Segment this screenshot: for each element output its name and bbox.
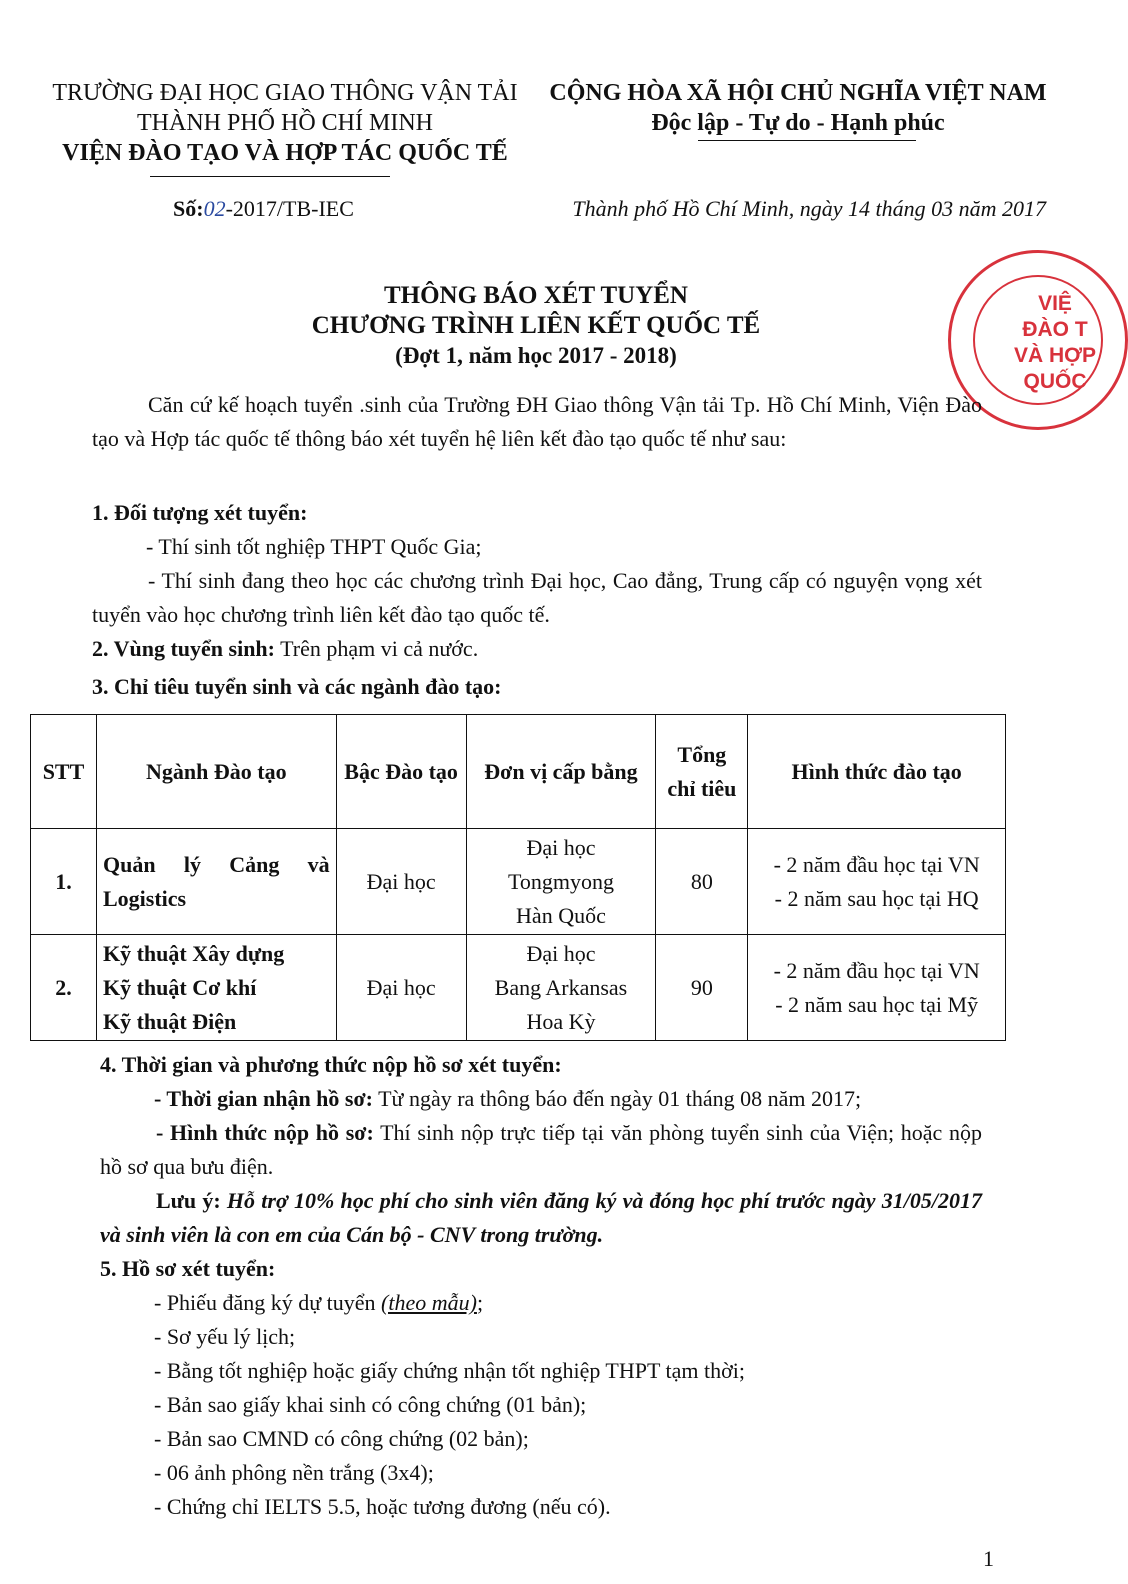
issuer-institute: VIỆN ĐÀO TẠO VÀ HỢP TÁC QUỐC TẾ — [62, 140, 508, 166]
col-header-stt: STT — [31, 715, 97, 829]
cell-degree-issuer: Đại học Tongmyong Hàn Quốc — [466, 829, 656, 935]
section-2 — [92, 632, 982, 666]
issuer-university: TRƯỜNG ĐẠI HỌC GIAO THÔNG VẬN TẢI — [52, 80, 518, 106]
notice-term: (Đợt 1, năm học 2017 - 2018) — [395, 343, 677, 368]
issuer-underline — [150, 176, 390, 177]
cell-format: - 2 năm đầu học tại VN - 2 năm sau học tại HQ — [748, 829, 1006, 935]
section-5-item: - Chứng chỉ IELTS 5.5, hoặc tương đương (nếu có). — [154, 1494, 611, 1519]
section-1-heading: 1. Đối tượng xét tuyển: — [92, 500, 308, 525]
cell-major: Quản lý Cảng và Logistics — [96, 829, 336, 935]
section-5-item: - 06 ảnh phông nền trắng (3x4); — [154, 1460, 434, 1485]
section-4-method: - Hình thức nộp hồ sơ: Thí sinh nộp trực tiếp tại văn phòng tuyển sinh của Viện; hoặc nộp hồ sơ qua bưu điện. — [100, 1120, 983, 1179]
programs-table — [30, 714, 1006, 1041]
issuer-block — [30, 78, 540, 168]
section-5-item: - Bản sao giấy khai sinh có công chứng (01 bản); — [154, 1392, 587, 1417]
cell-level: Đại học — [336, 829, 466, 935]
section-5-heading: 5. Hồ sơ xét tuyển: — [100, 1256, 276, 1281]
section-5-item: - Bằng tốt nghiệp hoặc giấy chứng nhận tốt nghiệp THPT tạm thời; — [154, 1358, 745, 1383]
cell-major: Kỹ thuật Xây dựng Kỹ thuật Cơ khí Kỹ thuật Điện — [96, 935, 336, 1041]
section-1-item: - Thí sinh tốt nghiệp THPT Quốc Gia; — [146, 534, 482, 559]
national-motto-block — [548, 78, 1048, 138]
cell-degree-issuer: Đại học Bang Arkansas Hoa Kỳ — [466, 935, 656, 1041]
note-label: Lưu ý: — [156, 1188, 221, 1213]
col-header-degree-issuer: Đơn vị cấp bằng — [466, 715, 656, 829]
form-template-link[interactable]: (theo mẫu) — [381, 1290, 477, 1315]
section-2-heading: 2. Vùng tuyển sinh: — [92, 636, 275, 661]
col-header-format: Hình thức đào tạo — [748, 715, 1006, 829]
section-2-text: Trên phạm vi cả nước. — [275, 636, 479, 661]
section-4-note — [100, 1184, 982, 1252]
section-3-heading: 3. Chỉ tiêu tuyển sinh và các ngành đào tạo: — [92, 674, 502, 699]
notice-subtitle: CHƯƠNG TRÌNH LIÊN KẾT QUỐC TẾ — [311, 312, 761, 339]
national-name: CỘNG HÒA XÃ HỘI CHỦ NGHĨA VIỆT NAM — [549, 80, 1047, 106]
date-line: Thành phố Hồ Chí Minh, ngày 14 tháng 03 năm 2017 — [572, 196, 1046, 221]
issuer-city: THÀNH PHỐ HỒ CHÍ MINH — [137, 110, 433, 136]
cell-quota: 80 — [656, 829, 748, 935]
national-motto: Độc lập - Tự do - Hạnh phúc — [651, 110, 945, 136]
motto-underline — [698, 140, 916, 141]
cell-level: Đại học — [336, 935, 466, 1041]
table-row — [31, 935, 1006, 1041]
cell-format: - 2 năm đầu học tại VN - 2 năm sau học tại Mỹ — [748, 935, 1006, 1041]
table-row — [31, 829, 1006, 935]
note-text: Hỗ trợ 10% học phí cho sinh viên đăng ký và đóng học phí trước ngày 31/05/2017 và sinh viên là con em của Cán bộ - CNV trong trường. — [100, 1188, 983, 1247]
section-1-item: - Thí sinh đang theo học các chương trình Đại học, Cao đẳng, Trung cấp có nguyện vọng xét tuyển vào học chương trình liên kết đào tạo quốc tế. — [92, 568, 982, 627]
section-5-item: - Sơ yếu lý lịch; — [154, 1324, 296, 1349]
page-number: 1 — [983, 1546, 994, 1571]
notice-title: THÔNG BÁO XÉT TUYỂN — [383, 282, 688, 309]
section-4-time: - Thời gian nhận hồ sơ: Từ ngày ra thông báo đến ngày 01 tháng 08 năm 2017; — [154, 1086, 862, 1111]
table-header-row — [31, 715, 1006, 829]
col-header-quota: Tổng chỉ tiêu — [656, 715, 748, 829]
official-seal-stamp: VIỆ ĐÀO T VÀ HỢP QUỐC — [948, 250, 1128, 430]
section-5-item: - Bản sao CMND có công chứng (02 bản); — [154, 1426, 529, 1451]
cell-quota: 90 — [656, 935, 748, 1041]
col-header-major: Ngành Đào tạo — [96, 715, 336, 829]
document-number: Số:02-2017/TB-IEC — [173, 196, 354, 221]
section-5-item: - Phiếu đăng ký dự tuyển (theo mẫu); — [154, 1290, 484, 1315]
handwritten-number: 02 — [203, 196, 226, 221]
cell-stt: 2. — [31, 935, 97, 1041]
section-4-heading: 4. Thời gian và phương thức nộp hồ sơ xét tuyển: — [100, 1052, 562, 1077]
col-header-level: Bậc Đào tạo — [336, 715, 466, 829]
intro-paragraph: Căn cứ kế hoạch tuyển .sinh của Trường ĐH Giao thông Vận tải Tp. Hồ Chí Minh, Viện Đào tạo và Hợp tác quốc tế thông báo xét tuyển hệ liên kết đào tạo quốc tế như sau: — [92, 392, 982, 451]
cell-stt: 1. — [31, 829, 97, 935]
